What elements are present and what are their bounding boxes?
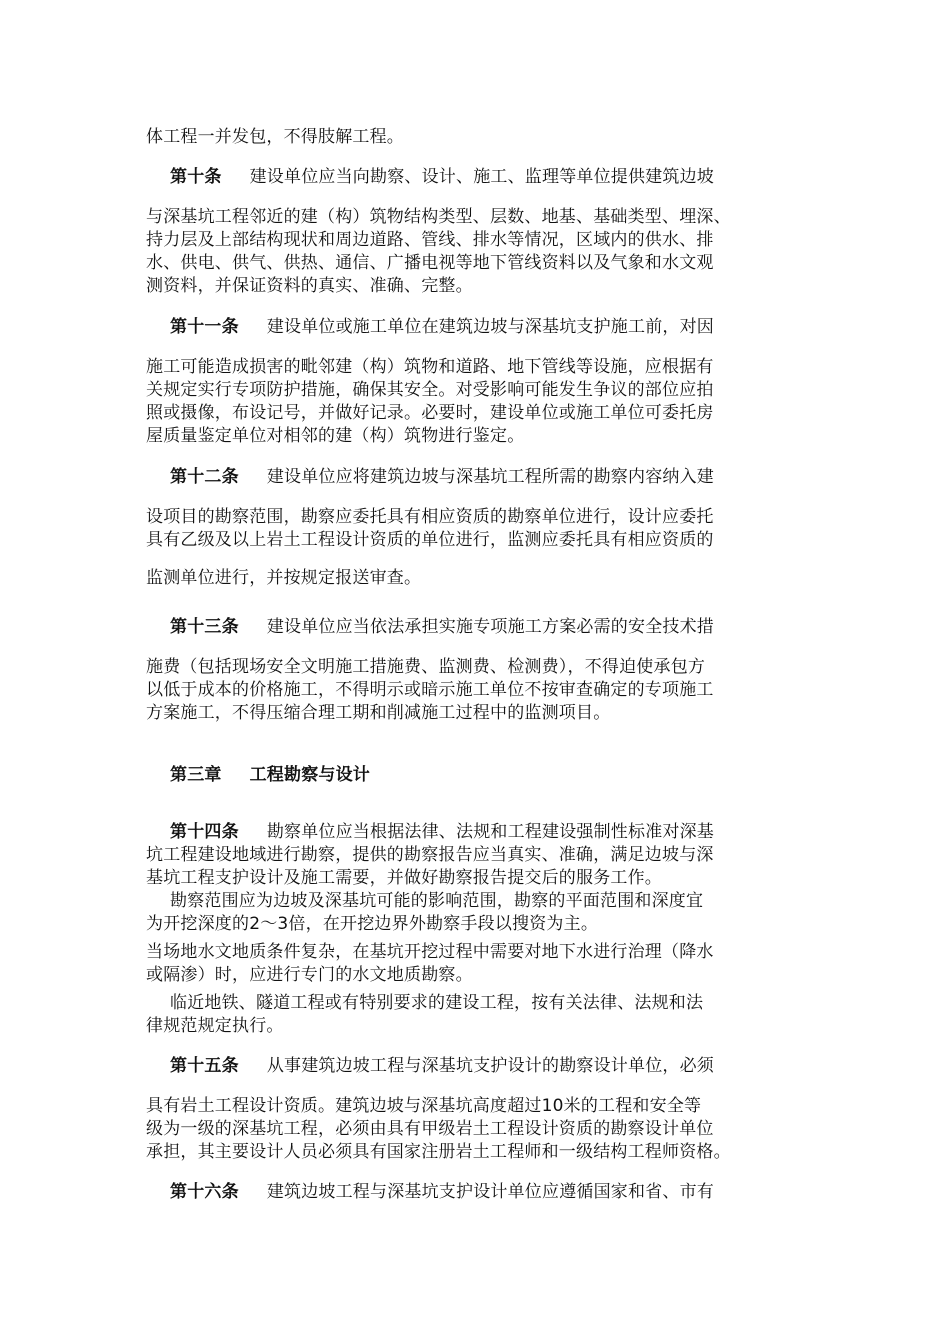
text-line: 施费（包括现场安全文明施工措施费、监测费、检测费），不得迫使承包方 <box>146 657 706 677</box>
article-16-line: 第十六条 建筑边坡工程与深基坑支护设计单位应遵循国家和省、市有 <box>170 1182 715 1202</box>
text-line: 关规定实行专项防护措施，确保其安全。对受影响可能发生争议的部位应拍 <box>146 380 714 400</box>
text-line: 律规范规定执行。 <box>146 1016 284 1036</box>
article-10-line: 第十条 建设单位应当向勘察、设计、施工、监理等单位提供建筑边坡 <box>170 167 715 187</box>
text-line: 测资料，并保证资料的真实、准确、完整。 <box>146 276 473 296</box>
text-line: 方案施工，不得压缩合理工期和削减施工过程中的监测项目。 <box>146 703 611 723</box>
text-line: 屋质量鉴定单位对相邻的建（构）筑物进行鉴定。 <box>146 426 525 446</box>
article-heading: 第十三条 <box>170 617 239 637</box>
article-14-line: 第十四条 勘察单位应当根据法律、法规和工程建设强制性标准对深基 <box>170 822 715 842</box>
text-line: 水、供电、供气、供热、通信、广播电视等地下管线资料以及气象和水文观 <box>146 253 714 273</box>
text-line: 体工程一并发包，不得肢解工程。 <box>146 127 404 147</box>
article-heading: 第十二条 <box>170 467 239 487</box>
article-heading: 第十一条 <box>170 317 239 337</box>
text-line: 监测单位进行，并按规定报送审查。 <box>146 568 422 588</box>
text-line: 级为一级的深基坑工程，必须由具有甲级岩土工程设计资质的勘察设计单位 <box>146 1119 714 1139</box>
text-line: 施工可能造成损害的毗邻建（构）筑物和道路、地下管线等设施，应根据有 <box>146 357 714 377</box>
text-line: 持力层及上部结构现状和周边道路、管线、排水等情况，区域内的供水、排 <box>146 230 714 250</box>
article-15-line: 第十五条 从事建筑边坡工程与深基坑支护设计的勘察设计单位，必须 <box>170 1056 715 1076</box>
text-line: 具有岩土工程设计资质。建筑边坡与深基坑高度超过10米的工程和安全等 <box>146 1096 702 1116</box>
text-line: 为开挖深度的2～3倍，在开挖边界外勘察手段以搜资为主。 <box>146 914 599 934</box>
text-line: 坑工程建设地域进行勘察，提供的勘察报告应当真实、准确，满足边坡与深 <box>146 845 714 865</box>
text-line: 临近地铁、隧道工程或有特别要求的建设工程，按有关法律、法规和法 <box>170 993 704 1013</box>
article-heading: 第十条 <box>170 167 222 187</box>
text-line: 具有乙级及以上岩土工程设计资质的单位进行，监测应委托具有相应资质的 <box>146 530 714 550</box>
text-line: 当场地水文地质条件复杂，在基坑开挖过程中需要对地下水进行治理（降水 <box>146 942 714 962</box>
article-13-line: 第十三条 建设单位应当依法承担实施专项施工方案必需的安全技术措 <box>170 617 715 637</box>
article-11-line: 第十一条 建设单位或施工单位在建筑边坡与深基坑支护施工前，对因 <box>170 317 715 337</box>
article-heading: 第十六条 <box>170 1182 239 1202</box>
text-line: 以低于成本的价格施工，不得明示或暗示施工单位不按审查确定的专项施工 <box>146 680 714 700</box>
text-line: 承担，其主要设计人员必须具有国家注册岩土工程师和一级结构工程师资格。 <box>146 1142 731 1162</box>
chapter-heading: 第三章 工程勘察与设计 <box>170 765 371 785</box>
article-heading: 第十四条 <box>170 822 239 842</box>
text-line: 与深基坑工程邻近的建（构）筑物结构类型、层数、地基、基础类型、埋深、 <box>146 207 731 227</box>
text-line: 勘察范围应为边坡及深基坑可能的影响范围，勘察的平面范围和深度宜 <box>170 891 704 911</box>
article-heading: 第十五条 <box>170 1056 239 1076</box>
text-line: 基坑工程支护设计及施工需要，并做好勘察报告提交后的服务工作。 <box>146 868 662 888</box>
article-12-line: 第十二条 建设单位应将建筑边坡与深基坑工程所需的勘察内容纳入建 <box>170 467 715 487</box>
text-line: 或隔渗）时，应进行专门的水文地质勘察。 <box>146 965 473 985</box>
text-line: 照或摄像，布设记号，并做好记录。必要时，建设单位或施工单位可委托房 <box>146 403 714 423</box>
text-line: 设项目的勘察范围，勘察应委托具有相应资质的勘察单位进行，设计应委托 <box>146 507 714 527</box>
